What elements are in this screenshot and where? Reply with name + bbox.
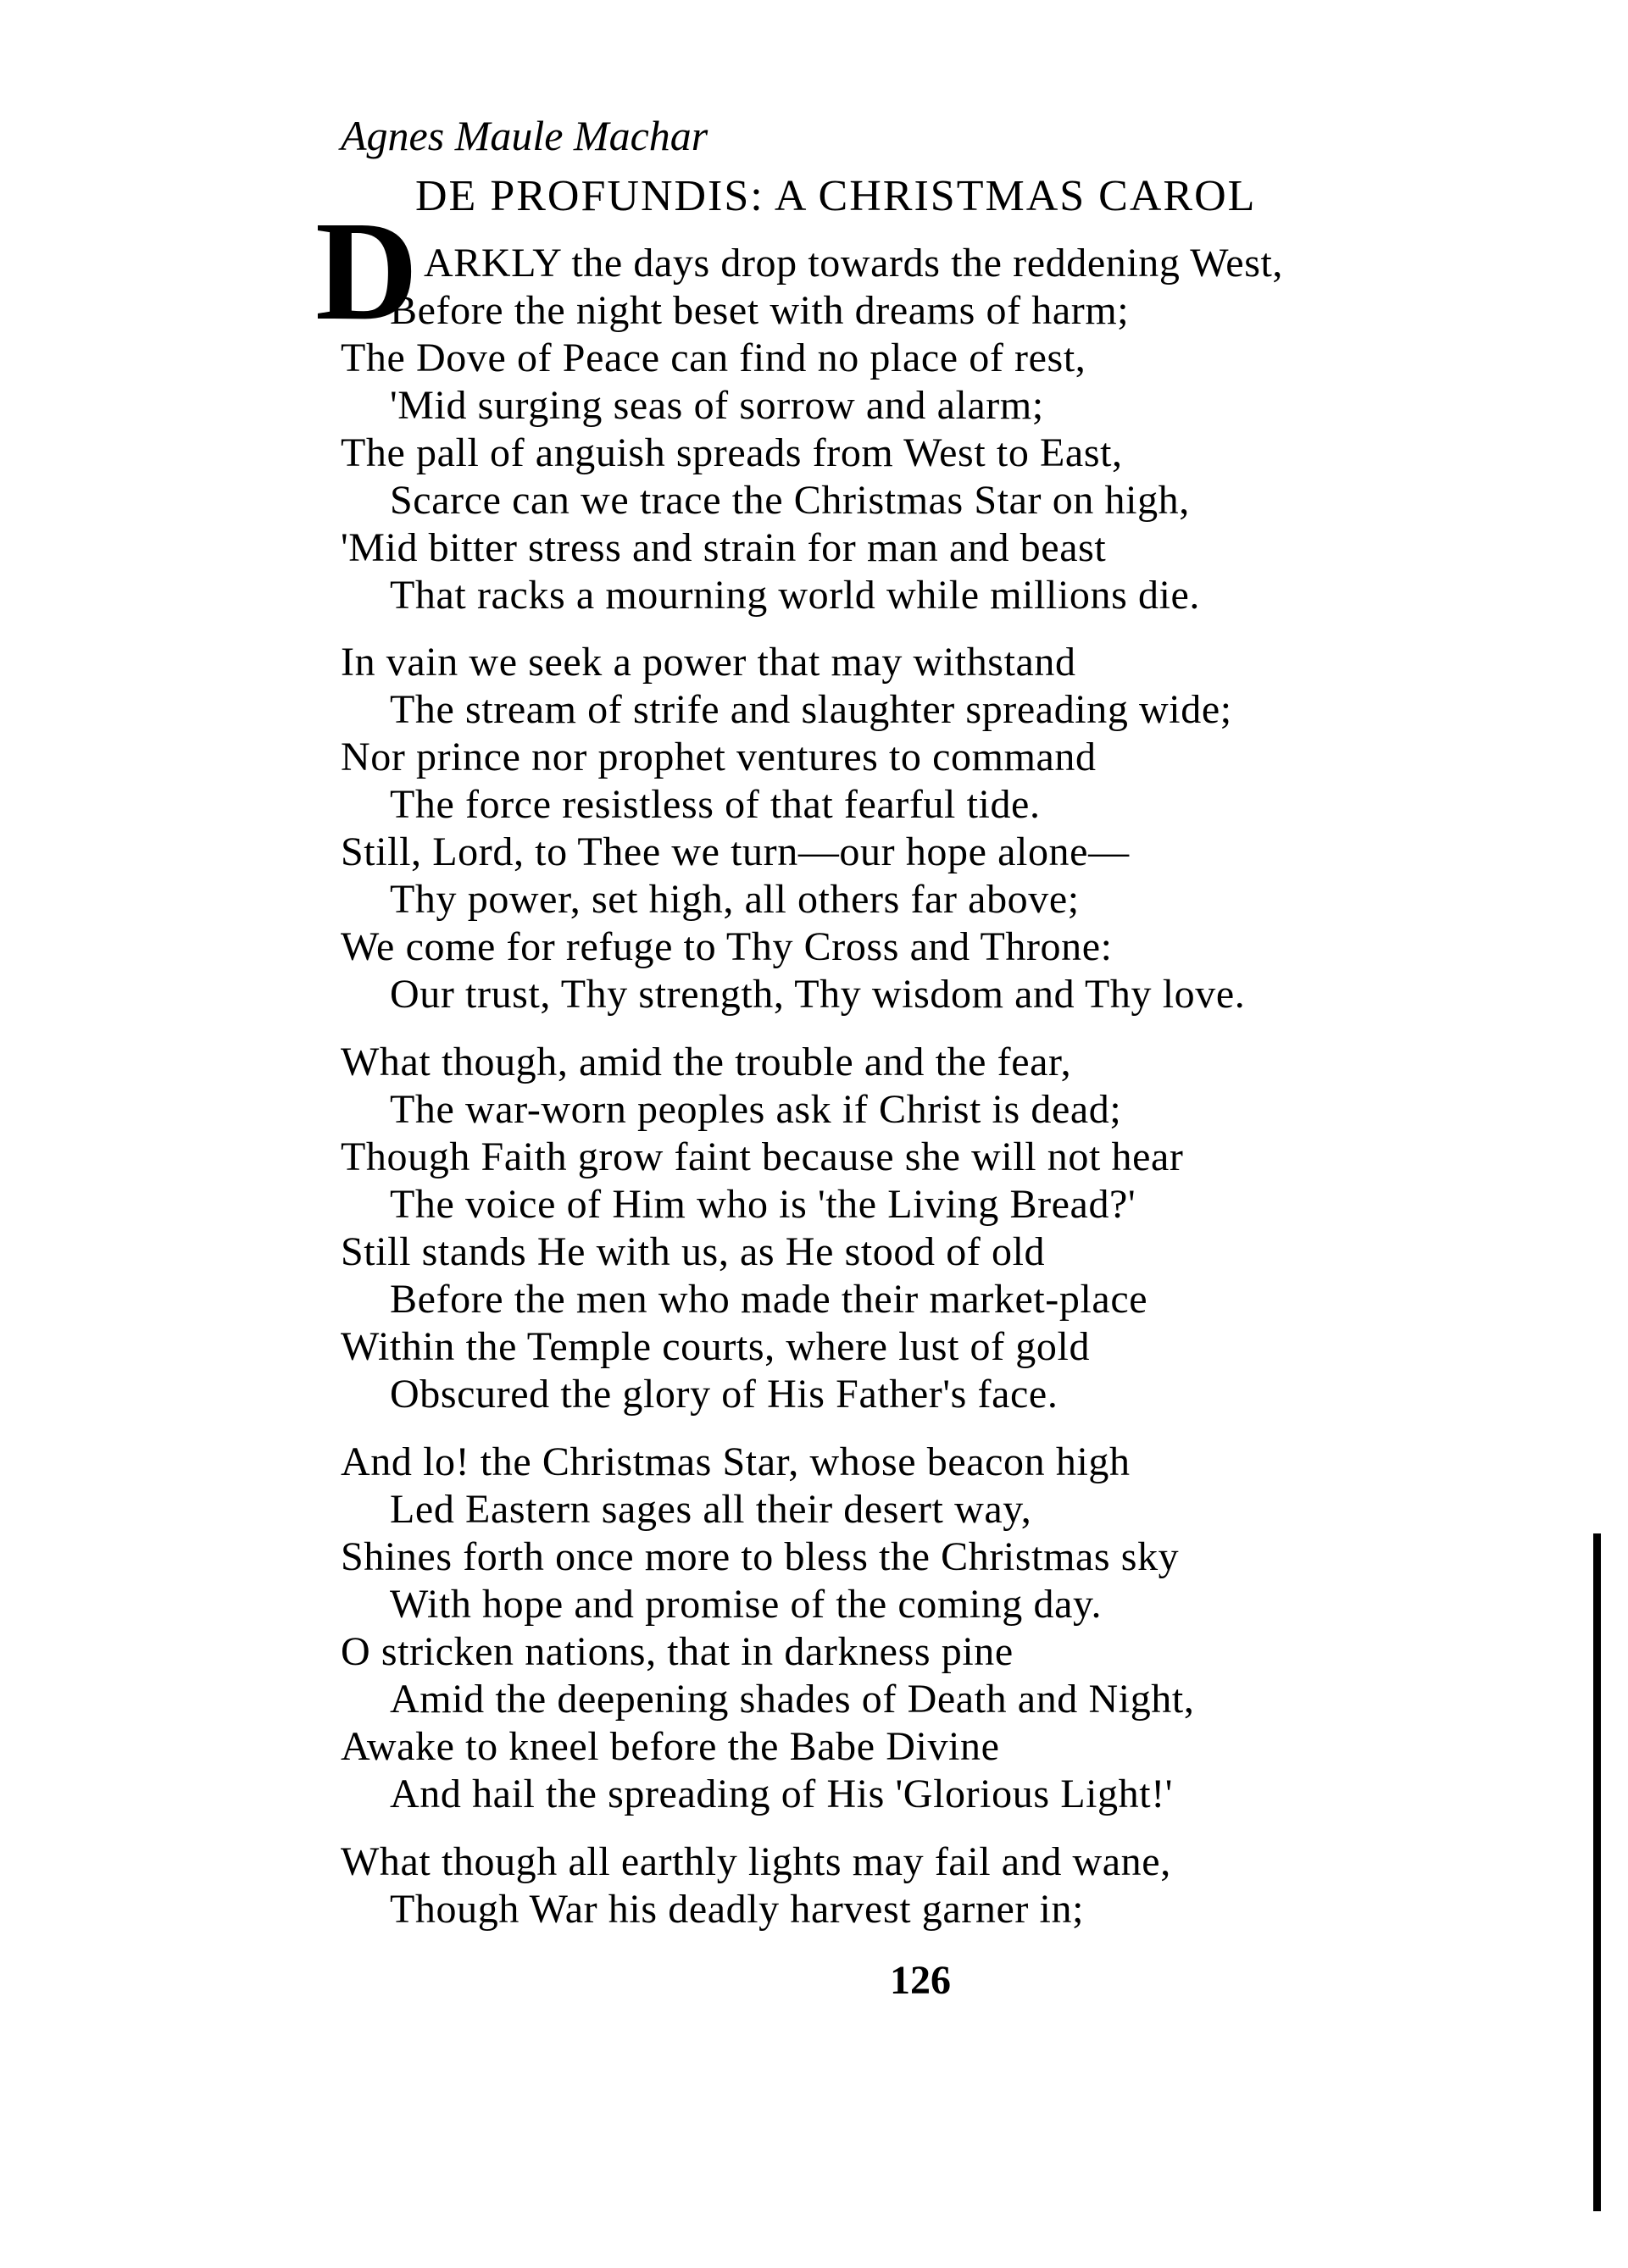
poem-line: The Dove of Peace can find no place of rest, xyxy=(341,335,1086,380)
poem-line: Our trust, Thy strength, Thy wisdom and Thy love. xyxy=(390,972,1246,1017)
poem-line: Though War his deadly harvest garner in; xyxy=(390,1887,1085,1932)
poem-line: 'Mid bitter stress and strain for man and beast xyxy=(341,525,1107,570)
poem-line: And hail the spreading of His 'Glorious Light!' xyxy=(390,1772,1174,1816)
poem-line: Obscured the glory of His Father's face. xyxy=(390,1372,1058,1417)
drop-cap: D xyxy=(315,192,419,350)
poem-line: The force resistless of that fearful tide. xyxy=(390,782,1041,827)
poem-line: Nor prince nor prophet ventures to command xyxy=(341,735,1097,779)
poem-line: Still stands He with us, as He stood of old xyxy=(341,1229,1046,1274)
page-number: 126 xyxy=(890,1958,951,2003)
poem-title: DE PROFUNDIS: A CHRISTMAS CAROL xyxy=(415,172,1257,220)
poem-line: Still, Lord, to Thee we turn—our hope alone— xyxy=(341,829,1130,874)
poem-line: Awake to kneel before the Babe Divine xyxy=(341,1724,1000,1769)
poem-line: Before the night beset with dreams of harm; xyxy=(390,288,1130,333)
page-edge-shadow xyxy=(1593,1533,1601,2211)
author-name: Agnes Maule Machar xyxy=(341,112,708,159)
poem-line: And lo! the Christmas Star, whose beacon high xyxy=(341,1439,1131,1484)
poem-line: With hope and promise of the coming day. xyxy=(390,1582,1103,1627)
poem-line: What though all earthly lights may fail and wane, xyxy=(341,1839,1171,1884)
poem-line: O stricken nations, that in darkness pine xyxy=(341,1629,1014,1674)
poem-line: 'Mid surging seas of sorrow and alarm; xyxy=(390,383,1044,428)
poem-line: That racks a mourning world while millions die. xyxy=(390,573,1201,618)
poem-line: ARKLY the days drop towards the reddening West, xyxy=(424,241,1284,286)
poem-line: Amid the deepening shades of Death and Night, xyxy=(390,1677,1195,1722)
poem-line: Before the men who made their market-place xyxy=(390,1277,1148,1322)
poem-line: The pall of anguish spreads from West to East, xyxy=(341,430,1123,475)
poem-line: Though Faith grow faint because she will not hear xyxy=(341,1134,1184,1179)
poem-line: The war-worn peoples ask if Christ is dead; xyxy=(390,1087,1122,1132)
poem-line: Led Eastern sages all their desert way, xyxy=(390,1487,1032,1532)
poem-line: Within the Temple courts, where lust of gold xyxy=(341,1324,1091,1369)
poem-line: Scarce can we trace the Christmas Star on high, xyxy=(390,478,1190,523)
poem-line: The voice of Him who is 'the Living Bread?' xyxy=(390,1182,1136,1227)
poem-line: The stream of strife and slaughter spreading wide; xyxy=(390,687,1232,732)
poem-line: Shines forth once more to bless the Christmas sky xyxy=(341,1534,1180,1579)
poem-line: We come for refuge to Thy Cross and Throne: xyxy=(341,924,1113,969)
poem-line: What though, amid the trouble and the fear, xyxy=(341,1040,1072,1084)
poem-line: In vain we seek a power that may withstand xyxy=(341,640,1076,685)
poem-line: Thy power, set high, all others far above; xyxy=(390,877,1080,922)
